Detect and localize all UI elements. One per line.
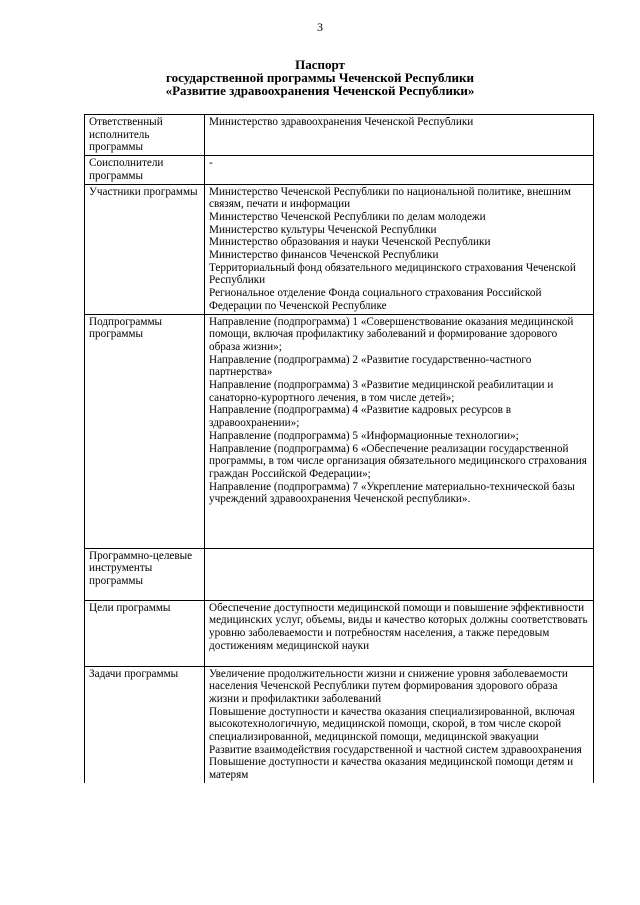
row-value-line: Направление (подпрограмма) 6 «Обеспечение реализации государственной программы, в том числе организация обязательного медицинского страхования граждан Российской Федерации»; xyxy=(209,442,587,480)
row-value-line: - xyxy=(209,157,213,170)
passport-row xyxy=(85,666,594,783)
row-label: Программно-целевые инструменты программы xyxy=(85,548,205,600)
row-value-line: Региональное отделение Фонда социального страхования Российской Федерации по Чеченской Республике xyxy=(209,287,542,312)
row-value-line: Развитие взаимодействия государственной и частной систем здравоохранения xyxy=(209,743,582,756)
row-label: Участники программы xyxy=(85,184,205,314)
row-value-line: Министерство здравоохранения Чеченской Республики xyxy=(209,116,474,128)
row-label: Ответственный исполнитель программы xyxy=(85,115,205,156)
row-value-line: Министерство культуры Чеченской Республики xyxy=(209,223,437,236)
page-number: 3 xyxy=(317,20,323,34)
row-value-line: Увеличение продолжительности жизни и снижение уровня заболеваемости населения Чеченской Республики путем формирования здорового образа жизни и профилактики заболеваний xyxy=(209,667,568,705)
row-value xyxy=(205,600,594,666)
title-line-3: «Развитие здравоохранения Чеченской Республики» xyxy=(165,83,475,98)
title-line-2: государственной программы Чеченской Республики xyxy=(166,70,474,85)
row-label: Цели программы xyxy=(85,600,205,666)
row-value xyxy=(205,156,594,184)
passport-row xyxy=(85,600,594,666)
row-label: Задачи программы xyxy=(85,666,205,783)
passport-row xyxy=(85,156,594,184)
title-line-1: Паспорт xyxy=(295,57,345,72)
row-value-line: Направление (подпрограмма) 2 «Развитие государственно-частного партнерства» xyxy=(209,353,532,379)
passport-table-body xyxy=(85,115,594,783)
row-value-line: Направление (подпрограмма) 7 «Укрепление материально-технической базы учреждений здравоохранения Чеченской республики». xyxy=(209,480,575,506)
row-value-line: Министерство Чеченской Республики по национальной политике, внешним связям, печати и информации xyxy=(209,185,571,211)
passport-row xyxy=(85,184,594,314)
row-value-line: Обеспечение доступности медицинской помощи и повышение эффективности медицинских услуг, объемы, виды и качество которых должны соответствовать уровню заболеваемости и потребностям населения, а также передовым достижениям медицинской науки xyxy=(209,601,588,652)
row-value-line: Повышение доступности и качества оказания медицинской помощи детям и матерям xyxy=(209,756,574,782)
row-value-line: Направление (подпрограмма) 5 «Информационные технологии»; xyxy=(209,429,519,442)
row-value xyxy=(205,184,594,314)
row-value-line: Направление (подпрограмма) 1 «Совершенствование оказания медицинской помощи, включая профилактику заболеваний и формирование здорового образа жизни»; xyxy=(209,315,574,353)
passport-row xyxy=(85,314,594,548)
row-value-line: Министерство образования и науки Чеченской Республики xyxy=(209,236,491,249)
row-value-line: Министерство финансов Чеченской Республики xyxy=(209,249,439,262)
document-title xyxy=(0,58,640,97)
row-value-line: Направление (подпрограмма) 4 «Развитие кадровых ресурсов в здравоохранении»; xyxy=(209,404,511,430)
row-value-line: Министерство Чеченской Республики по делам молодежи xyxy=(209,210,486,223)
row-value xyxy=(205,314,594,548)
passport-table xyxy=(84,114,594,783)
row-value xyxy=(205,548,594,600)
row-value-line: Территориальный фонд обязательного медицинского страхования Чеченской Республики xyxy=(209,261,576,287)
row-value xyxy=(205,666,594,783)
row-label: Подпрограммы программы xyxy=(85,314,205,548)
row-value xyxy=(205,115,594,156)
row-label: Соисполнители программы xyxy=(85,156,205,184)
row-value-line: Повышение доступности и качества оказания специализированной, включая высокотехнологичную, медицинской помощи, скорой, в том числе скорой специализированной, медицинской помощи, медицинской эвакуации xyxy=(209,705,575,744)
passport-row xyxy=(85,115,594,156)
row-value-line: Направление (подпрограмма) 3 «Развитие медицинской реабилитации и санаторно-курортного лечения, в том числе детей»; xyxy=(209,379,554,404)
passport-row xyxy=(85,548,594,600)
